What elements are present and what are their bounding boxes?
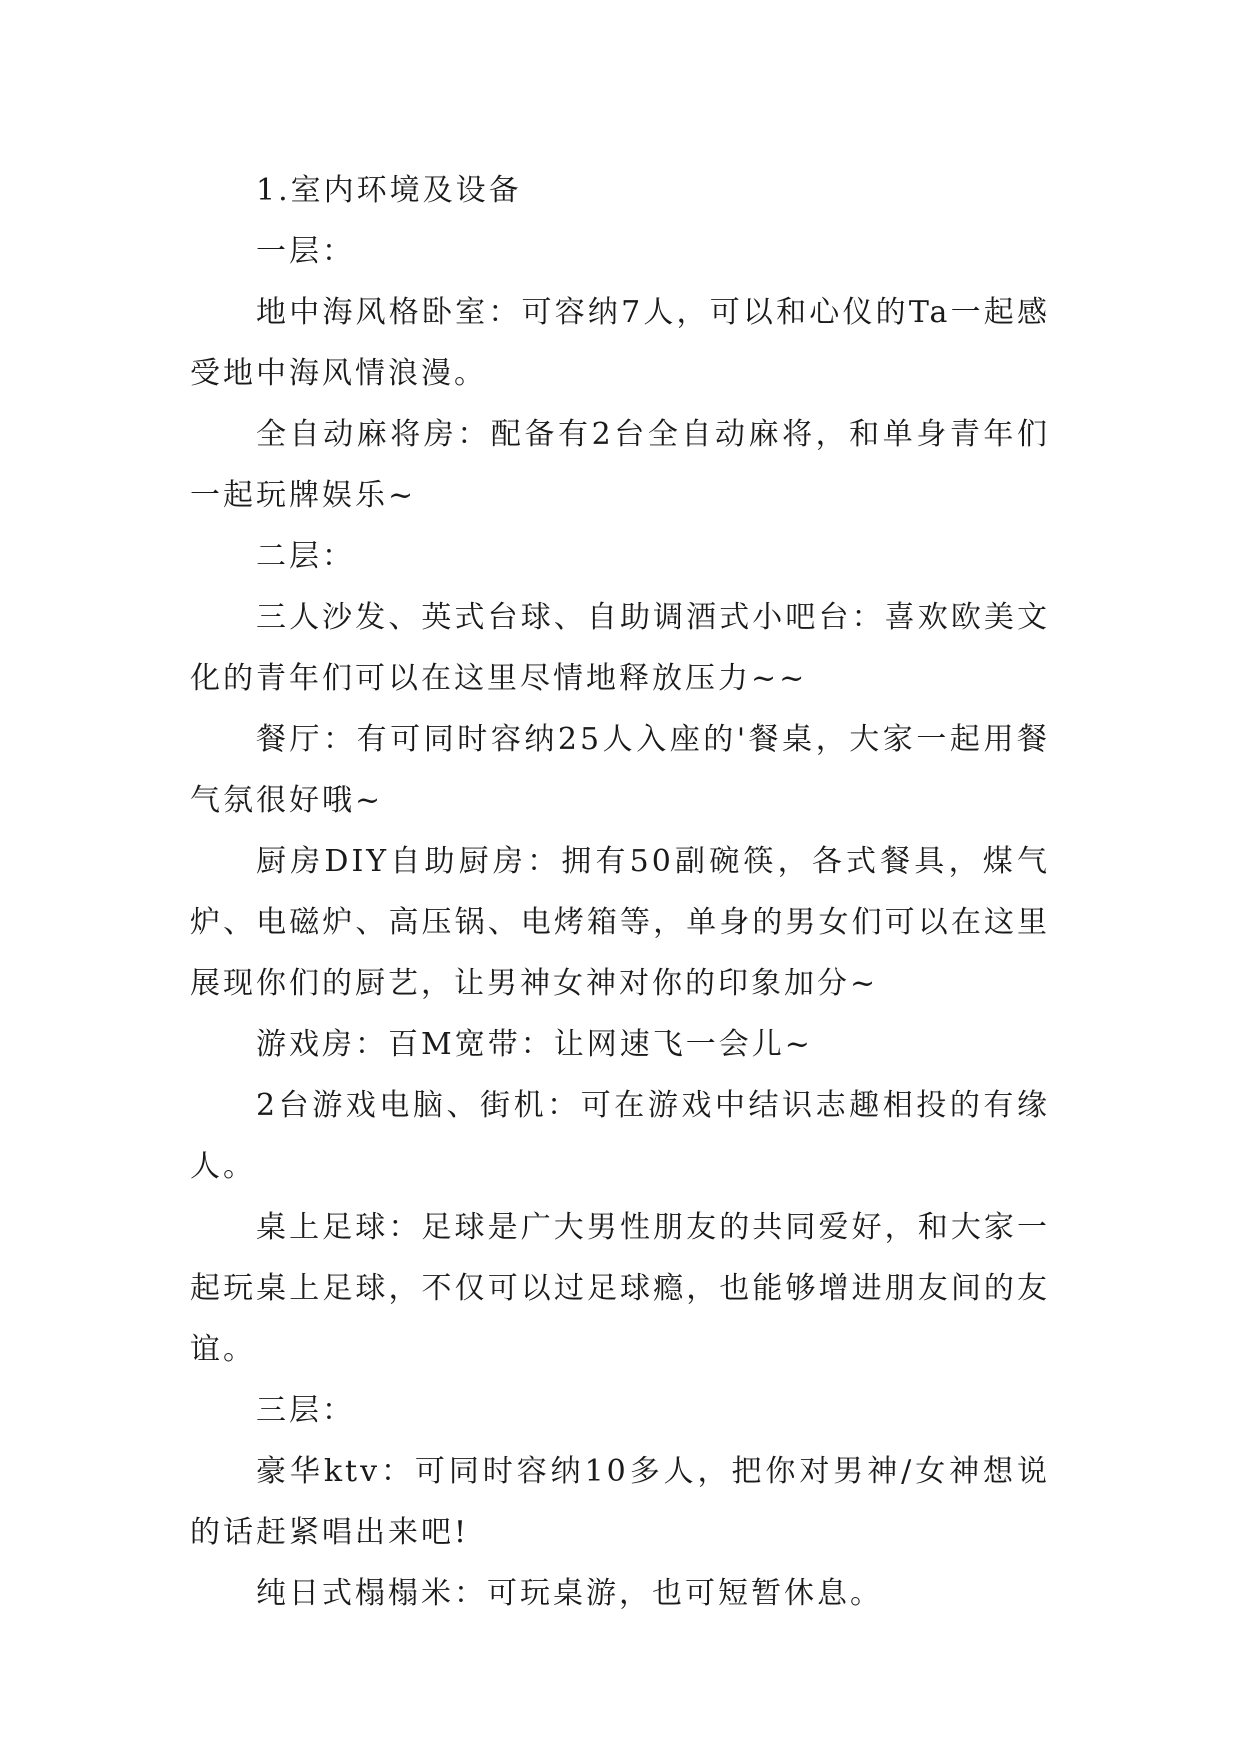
paragraph-kitchen: 厨房DIY自助厨房：拥有50副碗筷，各式餐具，煤气炉、电磁炉、高压锅、电烤箱等，单身的男女们可以在这里展现你们的厨艺，让男神女神对你的印象加分~ [190,844,1050,1001]
paragraph-ktv: 豪华ktv：可同时容纳10多人，把你对男神/女神想说的话赶紧唱出来吧! [190,1454,1050,1550]
paragraph-mediterranean-bedroom: 地中海风格卧室：可容纳7人，可以和心仪的Ta一起感受地中海风情浪漫。 [190,295,1050,391]
paragraph-dining-room: 餐厅：有可同时容纳25人入座的'餐桌，大家一起用餐气氛很好哦~ [190,722,1050,818]
paragraph-tatami: 纯日式榻榻米：可玩桌游，也可短暂休息。 [256,1576,883,1611]
floor-heading-3: 三层： [256,1393,355,1428]
section-heading: 1.室内环境及设备 [256,173,522,208]
floor-heading-2: 二层： [256,539,355,574]
paragraph-game-computers: 2台游戏电脑、街机：可在游戏中结识志趣相投的有缘人。 [190,1088,1050,1184]
paragraph-bar-area: 三人沙发、英式台球、自助调酒式小吧台：喜欢欧美文化的青年们可以在这里尽情地释放压力~~ [190,600,1050,696]
paragraph-mahjong-room: 全自动麻将房：配备有2台全自动麻将，和单身青年们一起玩牌娱乐~ [190,417,1050,513]
document-body [190,160,1050,1624]
floor-heading-1: 一层： [256,234,355,269]
paragraph-foosball: 桌上足球：足球是广大男性朋友的共同爱好，和大家一起玩桌上足球，不仅可以过足球瘾，也能够增进朋友间的友谊。 [190,1210,1050,1367]
paragraph-game-room: 游戏房：百M宽带：让网速飞一会儿~ [256,1027,813,1062]
